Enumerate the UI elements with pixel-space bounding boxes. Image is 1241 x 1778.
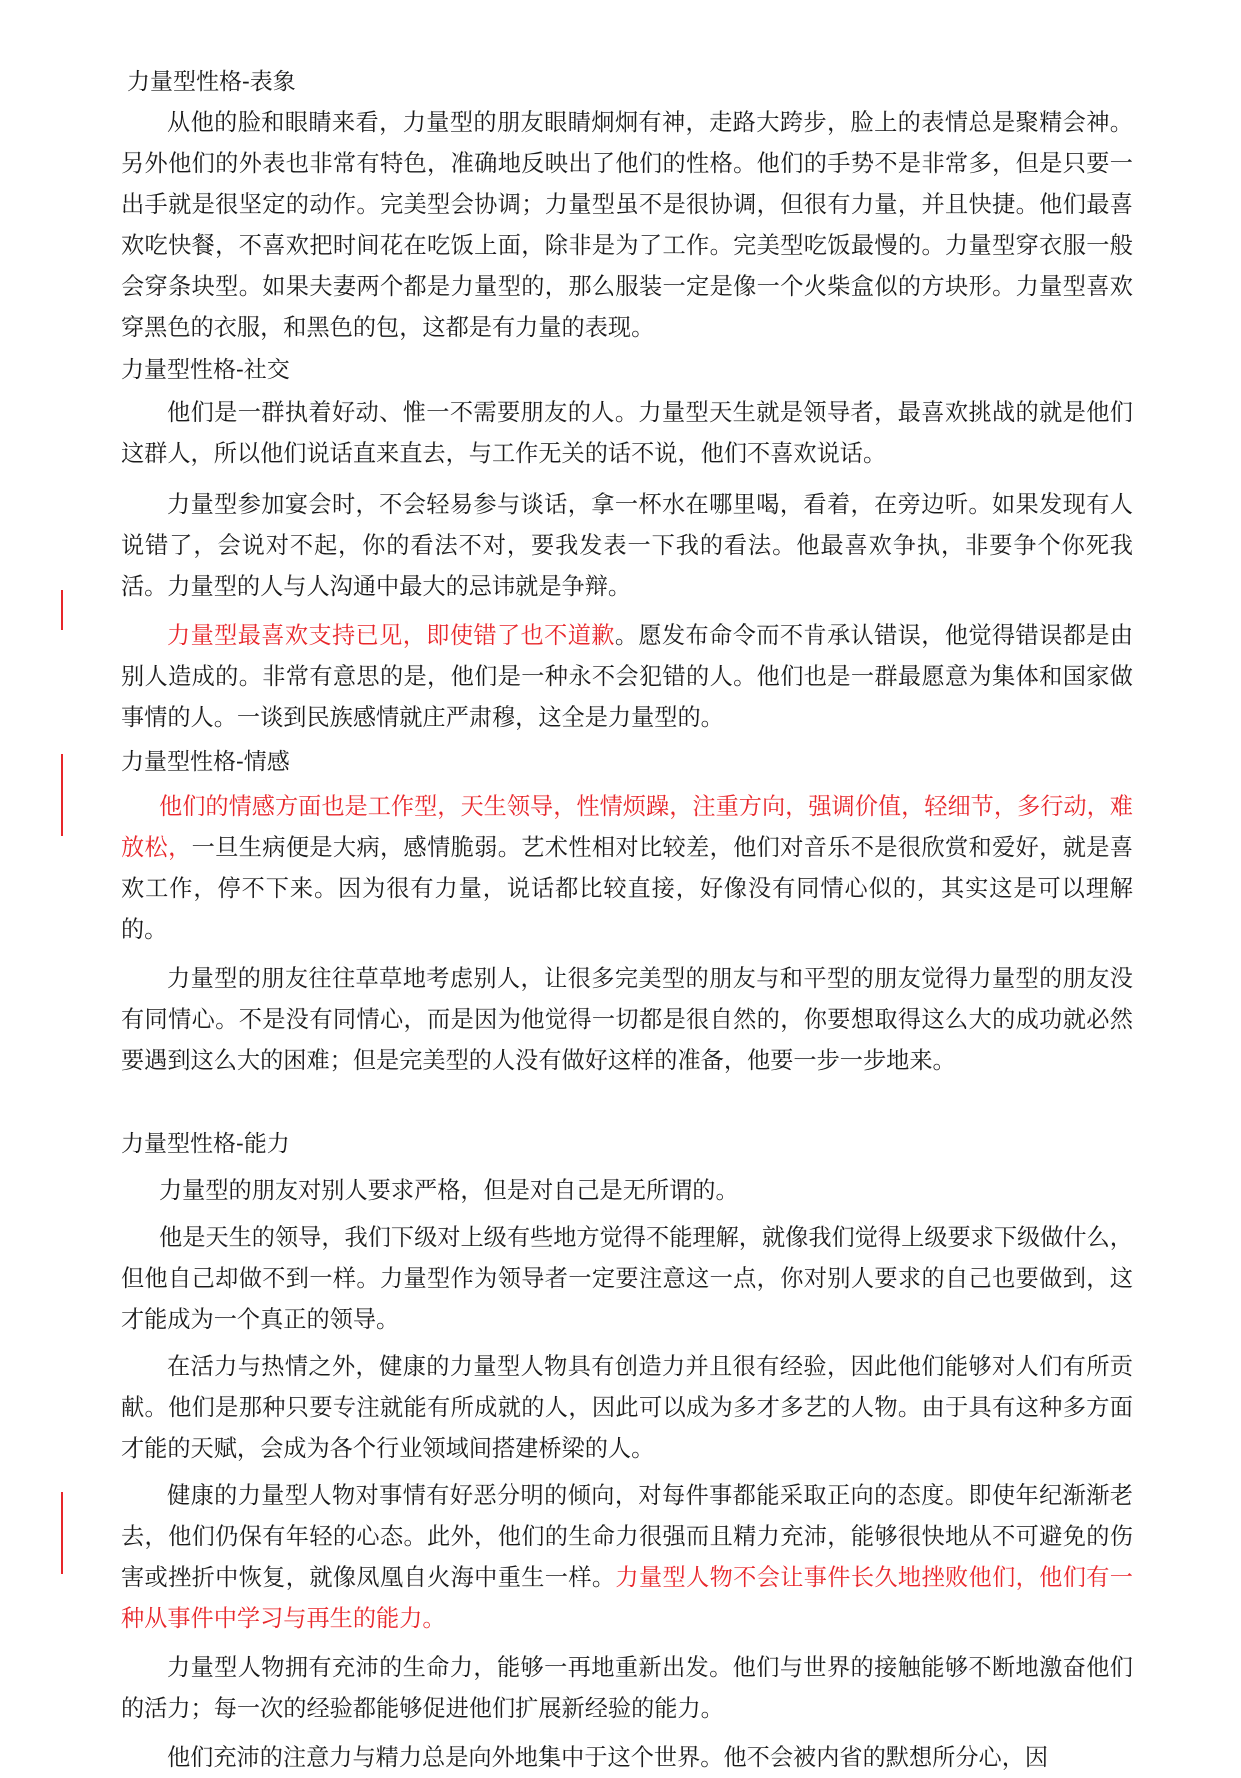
revision-bar <box>61 590 63 630</box>
paragraph: 在活力与热情之外，健康的力量型人物具有创造力并且很有经验，因此他们能够对人们有所贡献。他们是那种只要专注就能有所成就的人，因此可以成为多才多艺的人物。由于具有这种多方面才能的天赋，会成为各个行业领域间搭建桥梁的人。 <box>121 1353 1133 1462</box>
paragraph: 力量型的朋友往往草草地考虑别人，让很多完美型的朋友与和平型的朋友觉得力量型的朋友没有同情心。不是没有同情心，而是因为他觉得一切都是很自然的，你要想取得这么大的成功就必然要遇到这么大的困难；但是完美型的人没有做好这样的准备，他要一步一步地来。 <box>121 965 1133 1074</box>
paragraph: 他们充沛的注意力与精力总是向外地集中于这个世界。他不会被内省的默想所分心，因 <box>167 1744 1049 1771</box>
paragraph: 力量型参加宴会时，不会轻易参与谈话，拿一杯水在哪里喝，看着，在旁边听。如果发现有人说错了，会说对不起，你的看法不对，要我发表一下我的看法。他最喜欢争执，非要争个你死我活。力量型的人与人沟通中最大的忌讳就是争辩。 <box>121 491 1133 600</box>
paragraph: 他们是一群执着好动、惟一不需要朋友的人。力量型天生就是领导者，最喜欢挑战的就是他们这群人，所以他们说话直来直去，与工作无关的话不说，他们不喜欢说话。 <box>121 399 1133 467</box>
paragraph: 他是天生的领导，我们下级对上级有些地方觉得不能理解，就像我们觉得上级要求下级做什么，但他自己却做不到一样。力量型作为领导者一定要注意这一点，你对别人要求的自己也要做到，这才能成为一个真正的领导。 <box>121 1224 1133 1333</box>
paragraph: 力量型人物拥有充沛的生命力，能够一再地重新出发。他们与世界的接触能够不断地激奋他们的活力；每一次的经验都能够促进他们扩展新经验的能力。 <box>121 1654 1133 1722</box>
highlighted-text: 他们的情感方面也是工作型，天生领导，性情烦躁，注重方向，强调价值，轻细节，多行动，难放松， <box>121 793 1133 861</box>
section-heading: 力量型性格-表象 <box>127 69 296 95</box>
section-heading: 力量型性格-社交 <box>121 357 290 383</box>
paragraph: 力量型的朋友对别人要求严格，但是对自己是无所谓的。 <box>159 1177 739 1204</box>
section-heading: 力量型性格-情感 <box>121 749 290 775</box>
highlighted-text: 力量型人物不会让事件长久地挫败他们，他们有一种从事件中学习与再生的能力。 <box>121 1564 1133 1632</box>
paragraph: 从他的脸和眼睛来看，力量型的朋友眼睛炯炯有神，走路大跨步，脸上的表情总是聚精会神。另外他们的外表也非常有特色，准确地反映出了他们的性格。他们的手势不是非常多，但是只要一出手就是很坚定的动作。完美型会协调；力量型虽不是很协调，但很有力量，并且快捷。他们最喜欢吃快餐，不喜欢把时间花在吃饭上面，除非是为了工作。完美型吃饭最慢的。力量型穿衣服一般会穿条块型。如果夫妻两个都是力量型的，那么服装一定是像一个火柴盒似的方块形。力量型喜欢穿黑色的衣服，和黑色的包，这都是有力量的表现。 <box>121 109 1133 341</box>
section-heading: 力量型性格-能力 <box>121 1131 290 1157</box>
paragraph: 健康的力量型人物对事情有好恶分明的倾向，对每件事都能采取正向的态度。即使年纪渐渐老去，他们仍保有年轻的心态。此外，他们的生命力很强而且精力充沛，能够很快地从不可避免的伤害或挫折中恢复，就像凤凰自火海中重生一样。力量型人物不会让事件长久地挫败他们，他们有一种从事件中学习与再生的能力。 <box>121 1482 1133 1632</box>
document-body <box>121 62 1133 1778</box>
revision-bar <box>61 1492 63 1574</box>
revision-bar <box>61 754 63 836</box>
paragraph: 力量型最喜欢支持已见，即使错了也不道歉。愿发布命令而不肯承认错误，他觉得错误都是由别人造成的。非常有意思的是，他们是一种永不会犯错的人。他们也是一群最愿意为集体和国家做事情的人。一谈到民族感情就庄严肃穆，这全是力量型的。 <box>121 622 1134 731</box>
paragraph: 他们的情感方面也是工作型，天生领导，性情烦躁，注重方向，强调价值，轻细节，多行动，难放松，一旦生病便是大病，感情脆弱。艺术性相对比较差，他们对音乐不是很欣赏和爱好，就是喜欢工作，停不下来。因为很有力量，说话都比较直接，好像没有同情心似的，其实这是可以理解的。 <box>121 793 1134 943</box>
highlighted-text: 力量型最喜欢支持已见，即使错了也不道歉 <box>167 622 615 649</box>
